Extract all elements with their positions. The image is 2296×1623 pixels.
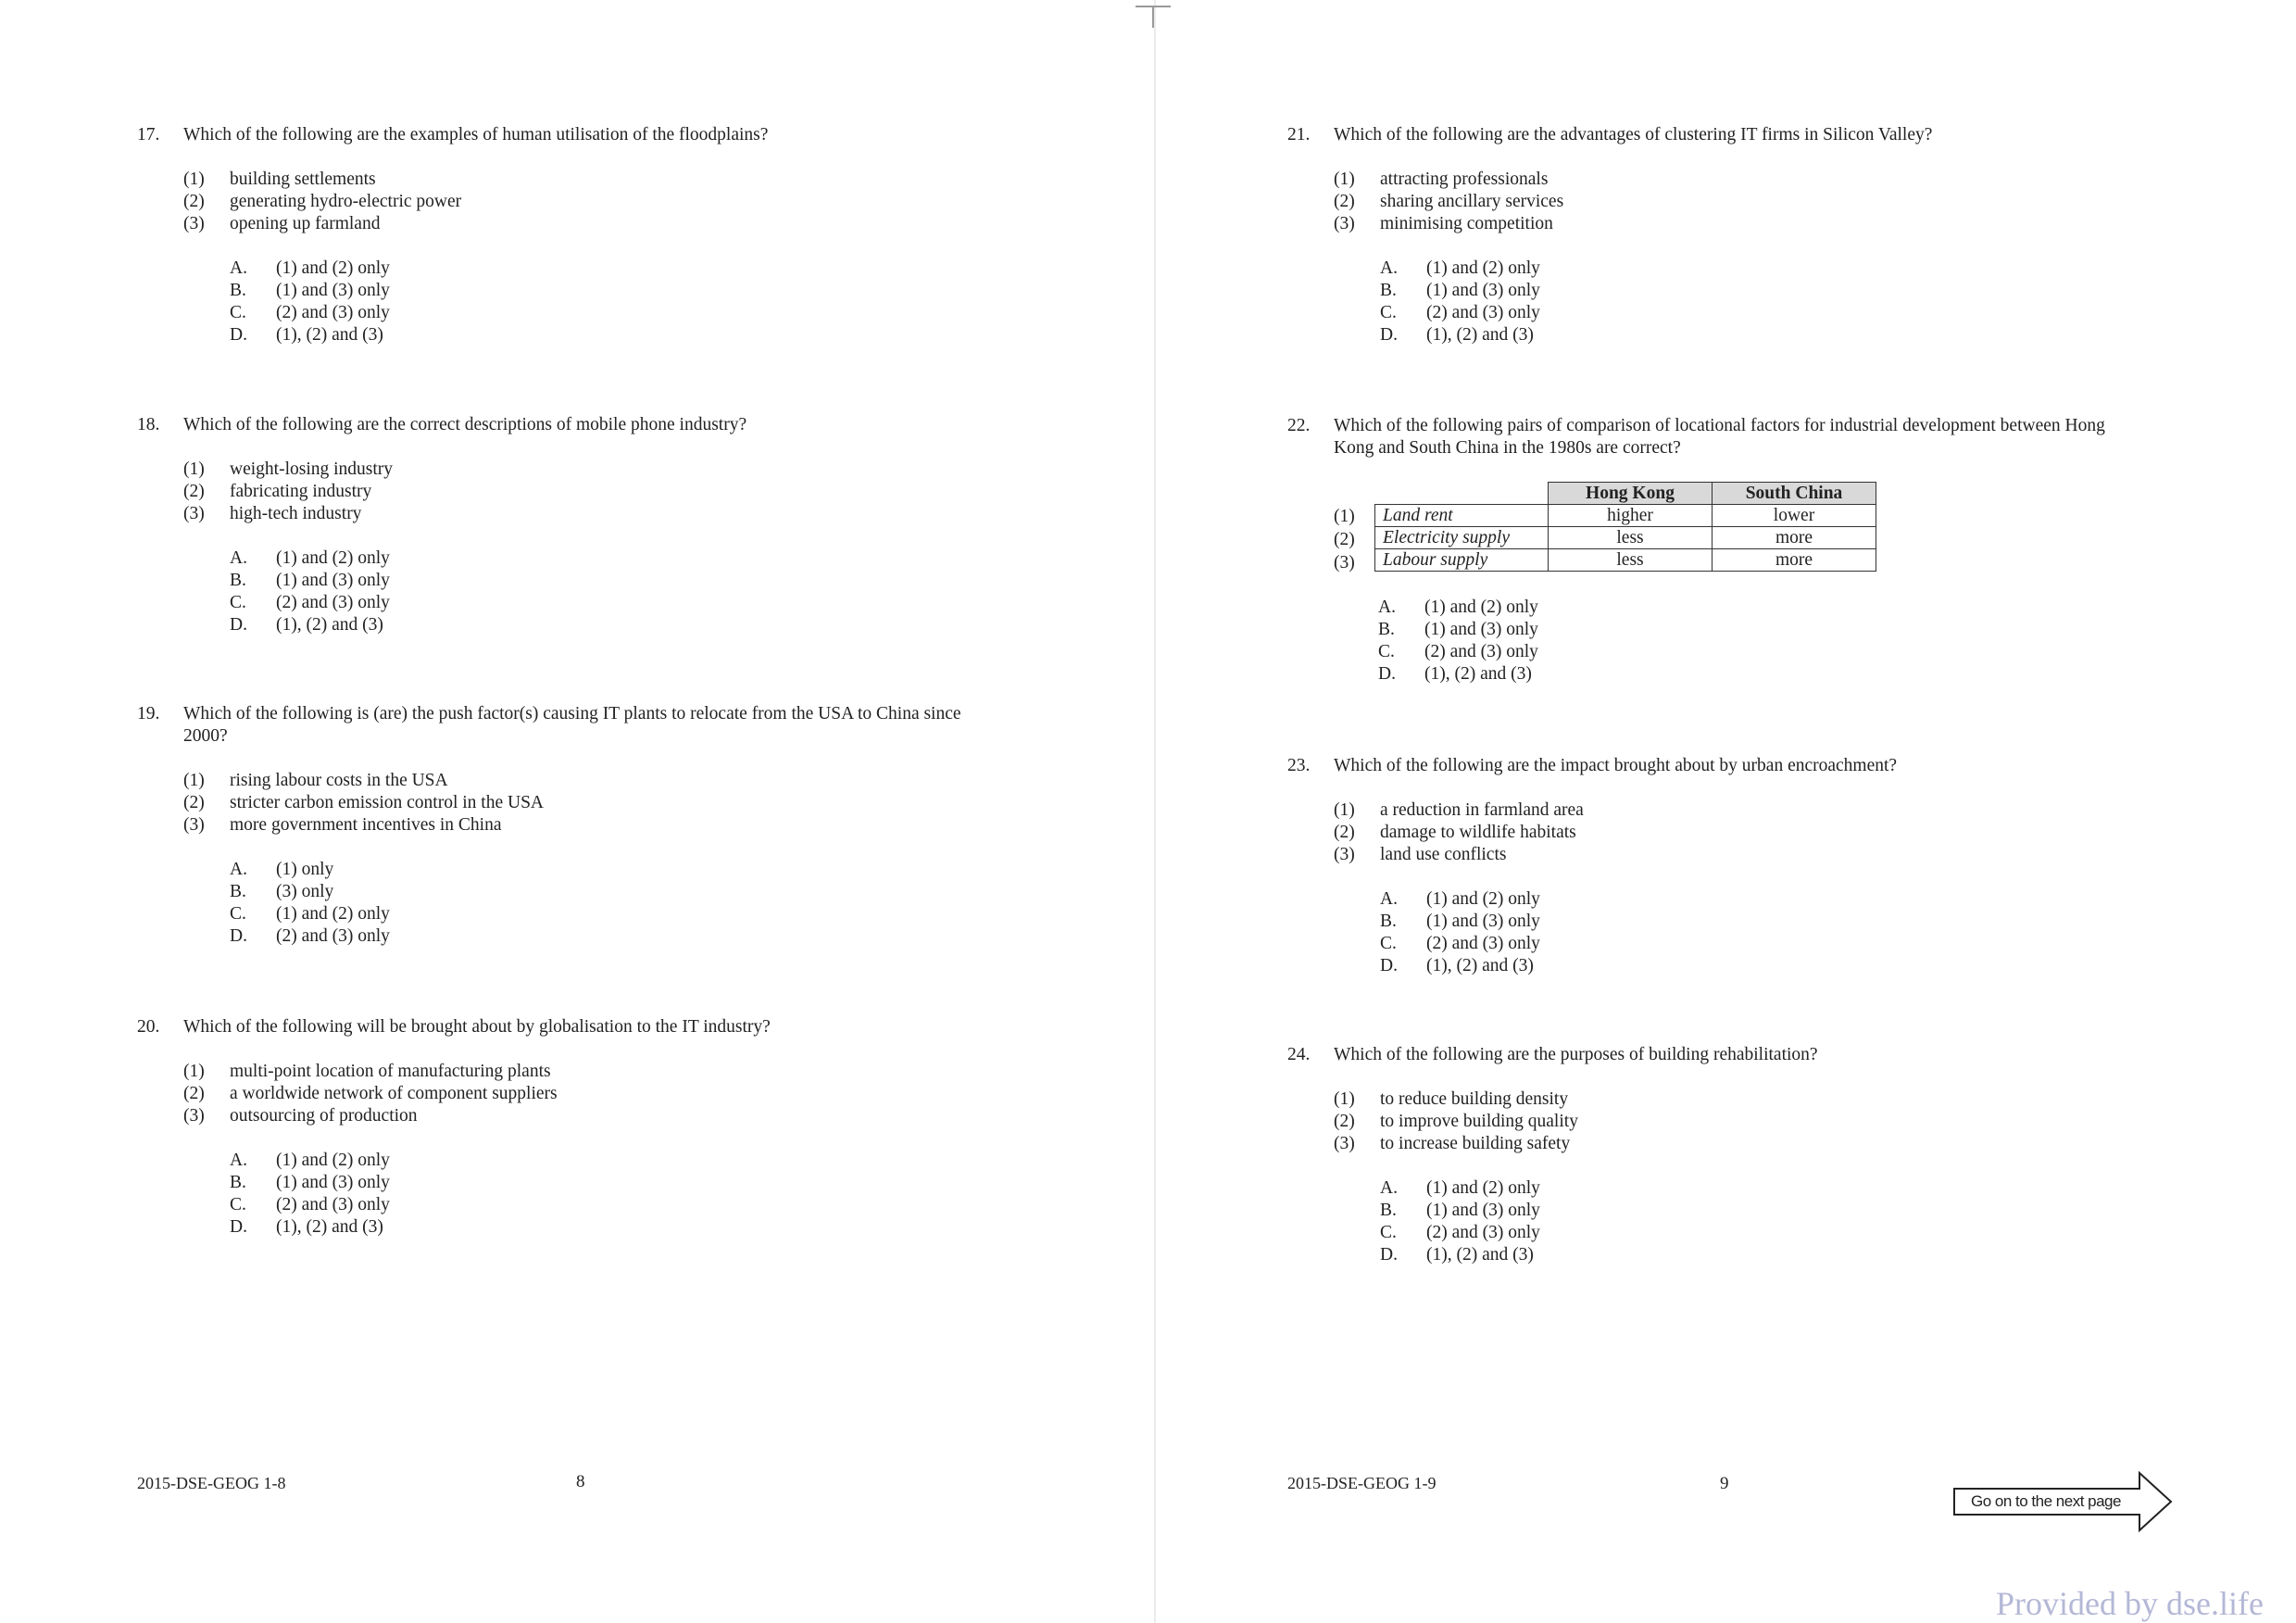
question-24: 24. Which of the following are the purposes of building rehabilitation? (1) to reduce building density (2) to improve building quality (3) to increase building safety A. (1) and (2) only B. (1) and (3) only C. (2) and (3) only D. (1), (2) and (3): [1287, 1045, 1818, 1264]
footer-exam-code: 2015-DSE-GEOG 1-8: [137, 1474, 286, 1492]
row-number: (3): [1334, 553, 1355, 572]
question-19: 19. Which of the following is (are) the push factor(s) causing IT plants to relocate from the USA to China since 2000? (1) rising labour costs in the USA (2) stricter carbon emission control in the USA (3) more government incentives in China A. (1) only B. (3) only C. (1) and (2) only D. (2) and (3) only: [137, 704, 961, 946]
question-number: 24.: [1287, 1045, 1311, 1064]
footer-page-number: 9: [1720, 1474, 1729, 1493]
question-number: 18.: [137, 415, 160, 434]
question-number: 17.: [137, 125, 160, 145]
question-text: Which of the following are the advantages of clustering IT firms in Silicon Valley?: [1334, 125, 1933, 145]
question-text: Which of the following are the correct descriptions of mobile phone industry?: [183, 415, 747, 434]
question-17: 17. Which of the following are the examples of human utilisation of the floodplains? (1) building settlements (2) generating hydro-electric power (3) opening up farmland A. (1) and (2) only B. (1) and (3) only C. (2) and (3) only D. (1), (2) and (3): [137, 125, 769, 345]
factor-cell: Electricity supply: [1375, 527, 1549, 549]
question-text-line-1: Which of the following is (are) the push factor(s) causing IT plants to relocate from the USA to China since: [183, 704, 961, 723]
hong-kong-cell: higher: [1549, 505, 1713, 527]
table-row-numbers: [1334, 483, 1355, 575]
question-22: 22. Which of the following pairs of comparison of locational factors for industrial development between Hong Kong and South China in the 1980s are correct? (1) (2) (3) Hong Kong South China Land rent higher lower Electricity supply less more Labour supply less more A. (1) and (2) only B. (1) and (3) only C. (2) and (3) only D. (1), (2) and (3): [1287, 416, 2105, 684]
hong-kong-cell: less: [1549, 549, 1713, 572]
comparison-table: [1374, 482, 1876, 572]
question-number: 19.: [137, 704, 160, 723]
column-header-hong-kong: Hong Kong: [1549, 483, 1713, 505]
column-header-south-china: South China: [1713, 483, 1876, 505]
question-text: Which of the following are the examples of human utilisation of the floodplains?: [183, 125, 769, 145]
question-number: 23.: [1287, 756, 1311, 775]
south-china-cell: more: [1713, 527, 1876, 549]
question-text-line-2: Kong and South China in the 1980s are correct?: [1334, 438, 1681, 458]
page-right: [1148, 0, 2296, 1623]
next-page-arrow: [1952, 1471, 2175, 1532]
factor-cell: Labour supply: [1375, 549, 1549, 572]
question-text-line-2: 2000?: [183, 726, 228, 746]
south-china-cell: lower: [1713, 505, 1876, 527]
table-row: [1375, 527, 1876, 549]
footer-exam-code: 2015-DSE-GEOG 1-9: [1287, 1474, 1437, 1492]
footer-page-number: 8: [576, 1472, 585, 1491]
question-number: 22.: [1287, 416, 1311, 435]
row-number: (1): [1334, 507, 1355, 526]
watermark: Provided by dse.life: [1996, 1585, 2264, 1622]
table-row: [1375, 505, 1876, 527]
question-text: Which of the following are the purposes of building rehabilitation?: [1334, 1045, 1818, 1064]
table-row: [1375, 549, 1876, 572]
hong-kong-cell: less: [1549, 527, 1713, 549]
question-20: 20. Which of the following will be brought about by globalisation to the IT industry? (1) multi-point location of manufacturing plants (2) a worldwide network of component suppliers (3) outsourcing of production A. (1) and (2) only B. (1) and (3) only C. (2) and (3) only D. (1), (2) and (3): [137, 1017, 771, 1237]
question-text: Which of the following are the impact brought about by urban encroachment?: [1334, 756, 1898, 775]
question-23: 23. Which of the following are the impact brought about by urban encroachment? (1) a reduction in farmland area (2) damage to wildlife habitats (3) land use conflicts A. (1) and (2) only B. (1) and (3) only C. (2) and (3) only D. (1), (2) and (3): [1287, 756, 1898, 975]
next-page-label: Go on to the next page: [1971, 1492, 2121, 1510]
question-21: 21. Which of the following are the advantages of clustering IT firms in Silicon Valley? (1) attracting professionals (2) sharing ancillary services (3) minimising competition A. (1) and (2) only B. (1) and (3) only C. (2) and (3) only D. (1), (2) and (3): [1287, 125, 1933, 345]
south-china-cell: more: [1713, 549, 1876, 572]
question-text-line-1: Which of the following pairs of comparison of locational factors for industrial development between Hong: [1334, 416, 2105, 435]
question-number: 20.: [137, 1017, 160, 1037]
factor-cell: Land rent: [1375, 505, 1549, 527]
question-18: 18. Which of the following are the correct descriptions of mobile phone industry? (1) weight-losing industry (2) fabricating industry (3) high-tech industry A. (1) and (2) only B. (1) and (3) only C. (2) and (3) only D. (1), (2) and (3): [137, 415, 747, 635]
table-header-row: [1375, 483, 1876, 505]
row-number: (2): [1334, 530, 1355, 549]
question-number: 21.: [1287, 125, 1311, 145]
question-text: Which of the following will be brought about by globalisation to the IT industry?: [183, 1017, 771, 1037]
